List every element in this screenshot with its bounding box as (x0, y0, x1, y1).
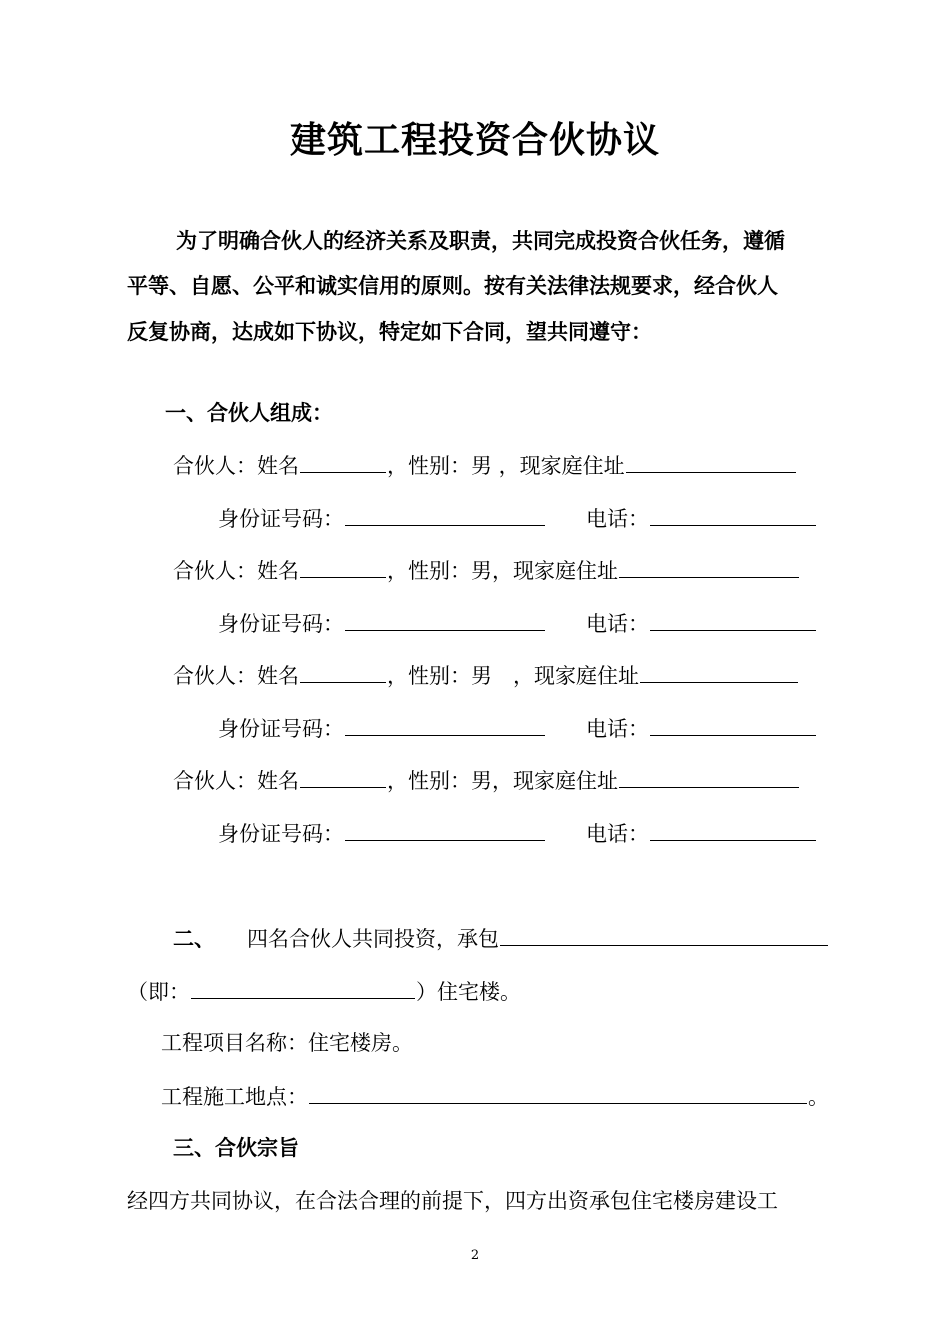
partner-2-phone-row (586, 608, 817, 639)
section-2-ji-row (127, 976, 521, 1007)
partner-1-id-row (218, 503, 546, 534)
intro-line-3: 反复协商，达成如下协议，特定如下合同，望共同遵守： (127, 320, 652, 344)
section-2-number: 二、 (173, 927, 215, 951)
partner-address-blank (640, 660, 798, 683)
partner-2-id-row (218, 608, 546, 639)
phone-label: 电话： (586, 717, 649, 741)
site-blank (309, 1081, 807, 1104)
ji-blank (191, 976, 415, 999)
id-number-blank (345, 818, 545, 841)
intro-line-2: 平等、自愿、公平和诚实信用的原则。按有关法律法规要求，经合伙人 (127, 274, 778, 298)
ji-open: （即： (127, 980, 190, 1004)
site-row (161, 1081, 829, 1112)
partner-4-row (173, 765, 800, 796)
partner-3-id-row (218, 713, 546, 744)
phone-blank (650, 818, 816, 841)
partner-gender-address-label: ，性别：男 ，现家庭住址 (387, 664, 639, 688)
contract-blank (500, 923, 828, 946)
section-3-heading: 三、合伙宗旨 (173, 1136, 299, 1160)
section-2-text: 四名合伙人共同投资，承包 (247, 927, 499, 951)
intro-line-1: 为了明确合伙人的经济关系及职责，共同完成投资合伙任务，遵循 (176, 229, 785, 253)
partner-3-row (173, 660, 799, 691)
partner-gender-address-label: ，性别：男 ，现家庭住址 (387, 454, 625, 478)
id-number-label: 身份证号码： (218, 822, 344, 846)
partner-name-label: 合伙人：姓名 (173, 559, 299, 583)
section-2-row (173, 923, 829, 954)
phone-blank (650, 608, 816, 631)
page-number: 2 (470, 1248, 480, 1263)
partner-name-blank (300, 660, 386, 683)
partner-1-phone-row (586, 503, 817, 534)
id-number-blank (345, 713, 545, 736)
document-title: 建筑工程投资合伙协议 (289, 120, 660, 161)
id-number-label: 身份证号码： (218, 507, 344, 531)
phone-label: 电话： (586, 612, 649, 636)
partner-address-blank (619, 765, 799, 788)
partner-name-blank (300, 450, 386, 473)
section-1-heading: 一、合伙人组成： (165, 401, 333, 425)
partner-name-label: 合伙人：姓名 (173, 769, 299, 793)
partner-1-row (173, 450, 797, 481)
id-number-label: 身份证号码： (218, 612, 344, 636)
project-name: 工程项目名称：住宅楼房。 (161, 1031, 413, 1055)
id-number-blank (345, 608, 545, 631)
partner-name-blank (300, 555, 386, 578)
ji-close: ）住宅楼。 (416, 980, 521, 1004)
partner-name-blank (300, 765, 386, 788)
partner-name-label: 合伙人：姓名 (173, 454, 299, 478)
section-3-text: 经四方共同协议，在合法合理的前提下，四方出资承包住宅楼房建设工 (127, 1189, 778, 1213)
phone-blank (650, 503, 816, 526)
partner-gender-address-label: ，性别：男，现家庭住址 (387, 559, 618, 583)
site-end: 。 (808, 1085, 829, 1109)
phone-label: 电话： (586, 507, 649, 531)
id-number-blank (345, 503, 545, 526)
partner-3-phone-row (586, 713, 817, 744)
partner-address-blank (626, 450, 796, 473)
id-number-label: 身份证号码： (218, 717, 344, 741)
phone-label: 电话： (586, 822, 649, 846)
partner-4-phone-row (586, 818, 817, 849)
partner-2-row (173, 555, 800, 586)
partner-address-blank (619, 555, 799, 578)
partner-4-id-row (218, 818, 546, 849)
partner-gender-address-label: ，性别：男，现家庭住址 (387, 769, 618, 793)
partner-name-label: 合伙人：姓名 (173, 664, 299, 688)
site-label: 工程施工地点： (161, 1085, 308, 1109)
phone-blank (650, 713, 816, 736)
